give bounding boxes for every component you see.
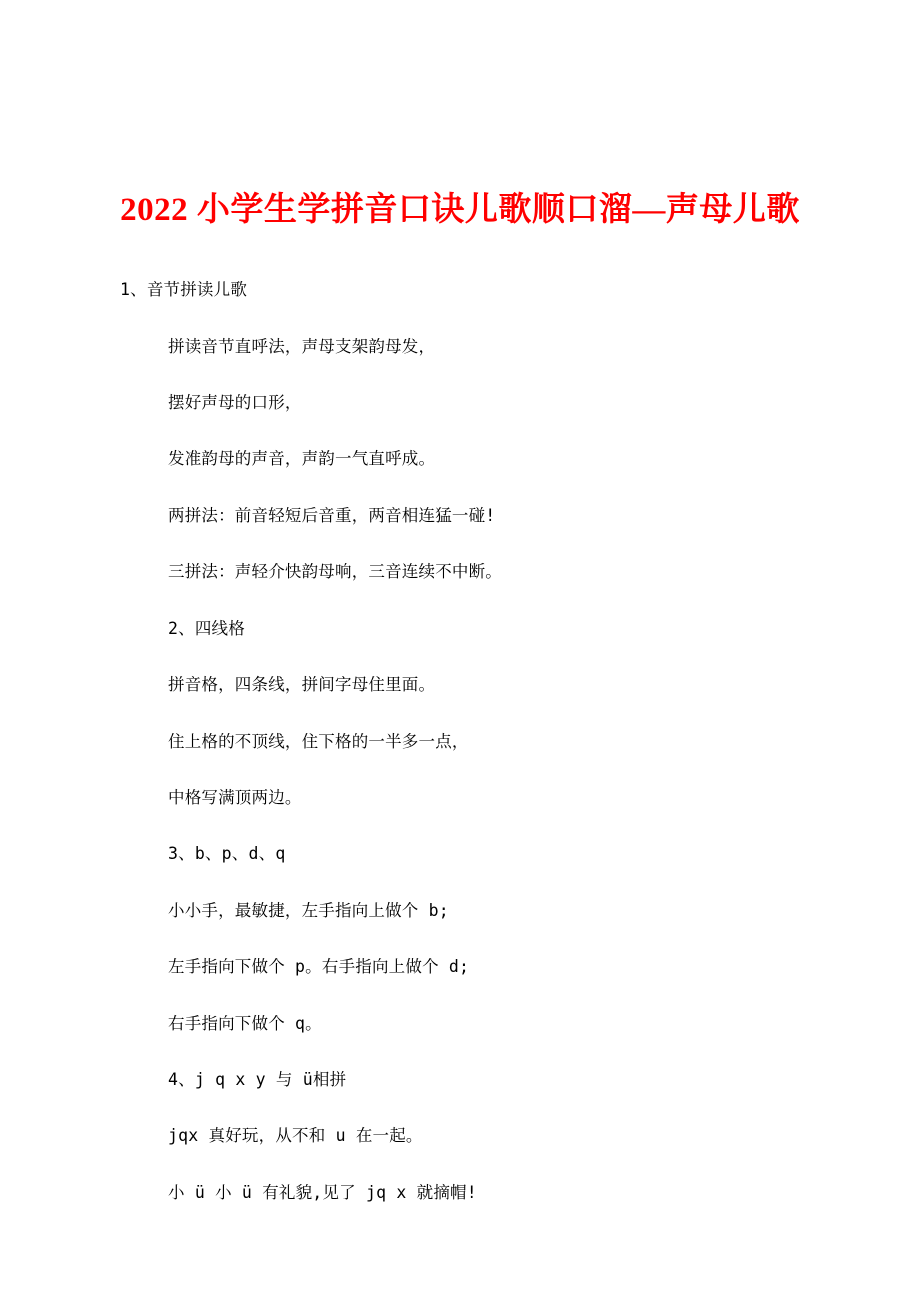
- document-body: [120, 270, 800, 1213]
- paragraph: 左手指向下做个 p。右手指向上做个 d;: [168, 957, 470, 977]
- paragraph: 小 ü 小 ü 有礼貌,见了 jq x 就摘帽!: [168, 1182, 477, 1202]
- paragraph: 拼读音节直呼法，声母支架韵母发，: [168, 336, 436, 356]
- paragraph: jqx 真好玩，从不和 u 在一起。: [168, 1126, 423, 1146]
- paragraph: 1、音节拼读儿歌: [120, 280, 248, 300]
- paragraph: 三拼法：声轻介快韵母响，三音连续不中断。: [168, 562, 502, 582]
- paragraph: 小小手，最敏捷，左手指向上做个 b;: [168, 900, 449, 920]
- paragraph: 3、b、p、d、q: [168, 844, 286, 864]
- paragraph: 4、j q x y 与 ü相拼: [168, 1070, 347, 1090]
- paragraph: 右手指向下做个 q。: [168, 1013, 322, 1033]
- paragraph: 2、四线格: [168, 618, 245, 638]
- page-title: 2022 小学生学拼音口诀儿歌顺口溜—声母儿歌: [120, 192, 800, 228]
- paragraph: 摆好声母的口形，: [168, 392, 302, 412]
- paragraph: 发准韵母的声音，声韵一气直呼成。: [168, 449, 436, 469]
- paragraph: 中格写满顶两边。: [168, 787, 302, 807]
- paragraph: 两拼法：前音轻短后音重，两音相连猛一碰!: [168, 505, 496, 525]
- paragraph: 拼音格，四条线，拼间字母住里面。: [168, 675, 436, 695]
- paragraph: 住上格的不顶线，住下格的一半多一点，: [168, 731, 469, 751]
